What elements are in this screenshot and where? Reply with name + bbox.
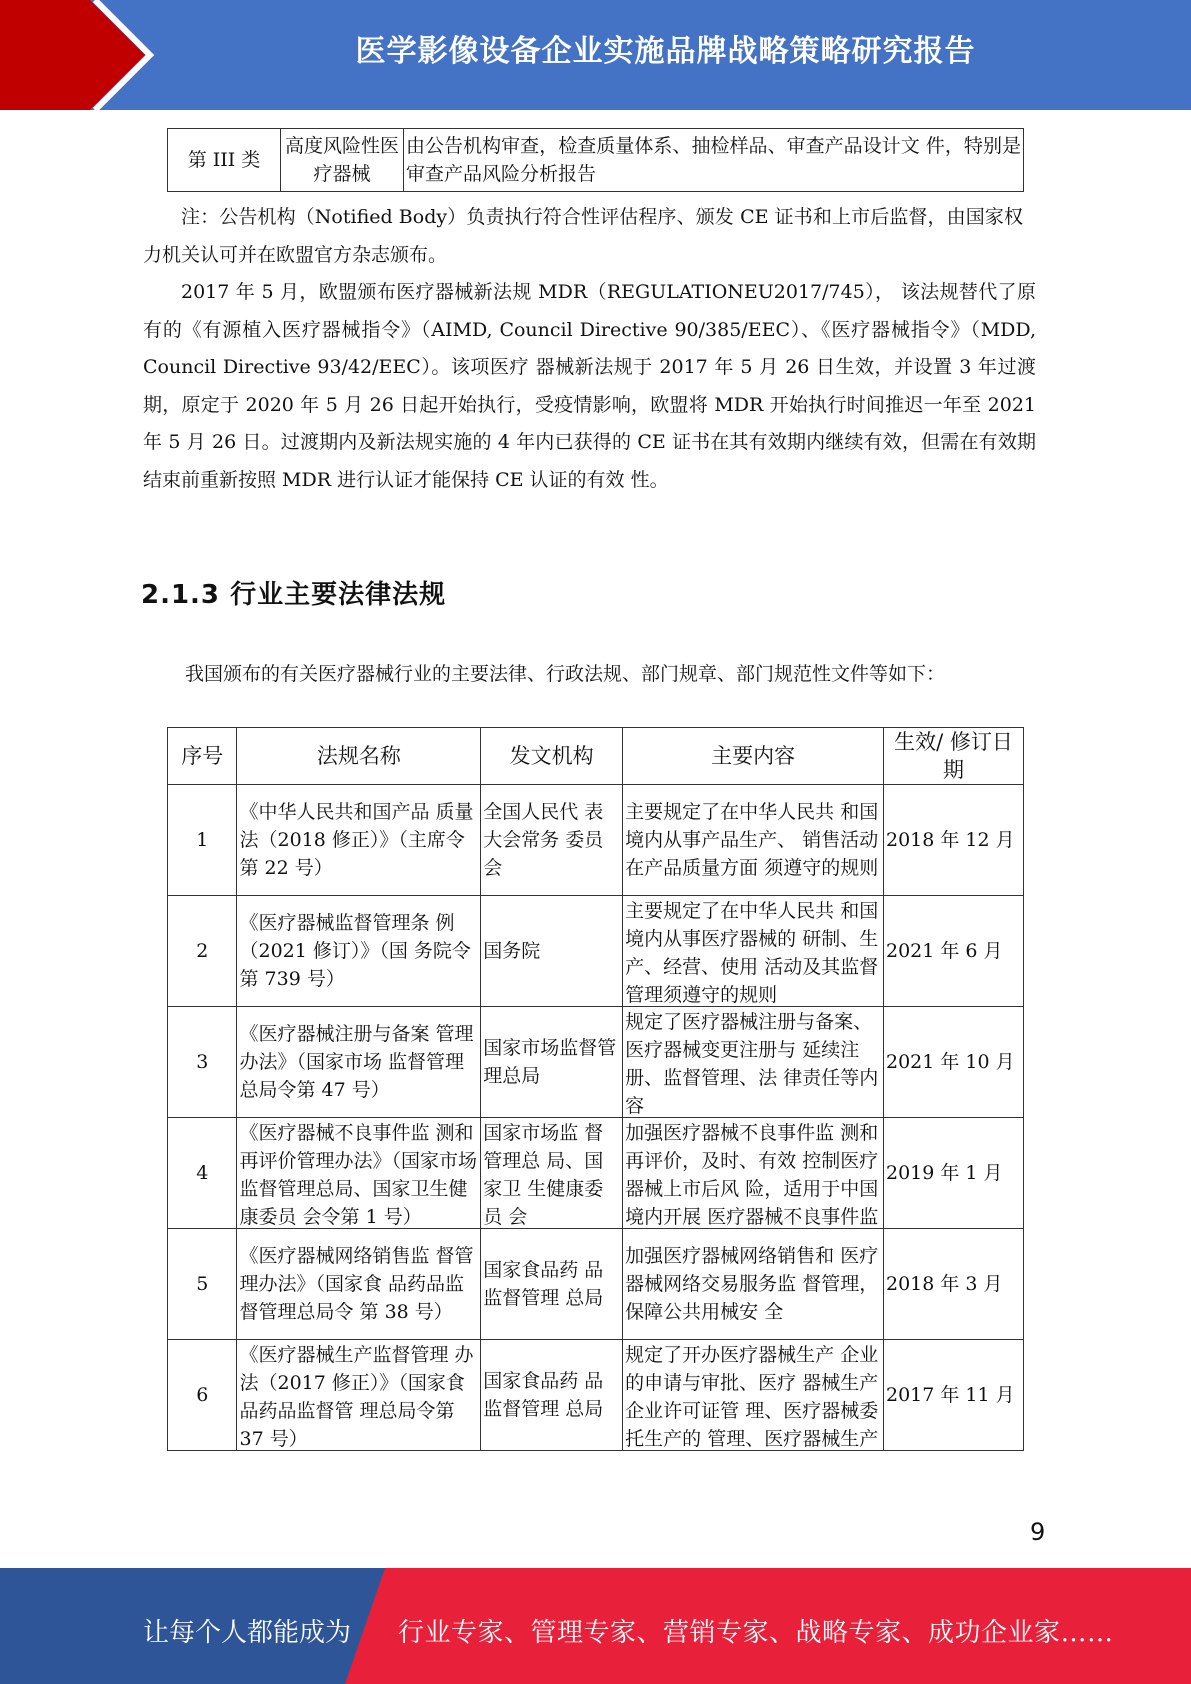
table-row bbox=[168, 785, 1024, 896]
header-org: 发文机构 bbox=[481, 728, 623, 785]
law-org: 国家市场监督管理总局 bbox=[483, 1037, 617, 1087]
row-no: 5 bbox=[168, 1229, 237, 1340]
footer-slogan-right: 行业专家、管理专家、营销专家、战略专家、成功企业家…… bbox=[398, 1618, 1114, 1648]
device-class-table bbox=[167, 128, 1024, 192]
table-row bbox=[168, 129, 1024, 192]
law-content: 加强医疗器械网络销售和 医疗器械网络交易服务监 督管理，保障公共用械安 全 bbox=[625, 1245, 879, 1323]
header-no: 序号 bbox=[168, 728, 237, 785]
row-no: 4 bbox=[168, 1118, 237, 1229]
law-name: 《医疗器械不良事件监 测和再评价管理办法》（国家市场监督管理总局、国家卫生健康委员 会令第 1 号） bbox=[239, 1122, 477, 1227]
header-name: 法规名称 bbox=[237, 728, 481, 785]
page-footer bbox=[0, 1568, 1191, 1684]
row-no: 6 bbox=[168, 1340, 237, 1451]
class-requirement: 由公告机构审查，检查质量体系、抽检样品、审查产品设计文 件，特别是审查产品风险分析报告 bbox=[404, 129, 1024, 192]
law-org: 国家食品药 品监督管理 总局 bbox=[483, 1259, 604, 1309]
table-row bbox=[168, 1340, 1024, 1451]
law-name: 《中华人民共和国产品 质量法（2018 修正）》（主席令第 22 号） bbox=[239, 801, 474, 879]
page-header bbox=[0, 0, 1191, 110]
class-risk: 高度风险性医疗器械 bbox=[281, 129, 404, 192]
law-org: 国家食品药 品监督管理 总局 bbox=[483, 1370, 604, 1420]
table-row bbox=[168, 1118, 1024, 1229]
table-row bbox=[168, 1007, 1024, 1118]
footer-slogan-left: 让每个人都能成为 bbox=[143, 1618, 352, 1648]
mdr-paragraph: 2017 年 5 月，欧盟颁布医疗器械新法规 MDR（REGULATIONEU2017/745）， 该法规替代了原有的《有源植入医疗器械指令》（AIMD, Council Directive 90/385/EEC）、《医疗器械指令》（MDD, Council Directive 93/42/EEC）。该项医疗 器械新法规于 2017 年 5 月 26 日生效，并设置 3 年过渡期，原定于 2020 年 5 月 26 日起开始执行，受疫情影响，欧盟将 MDR 开始执行时间推迟一年至 2021 年 5 月 26 日。过渡期内及新法规实施的 4 年内已获得的 CE 证书在其有效期内继续有效，但需在有效期结束前重新按照 MDR 进行认证才能保持 CE 认证的有效 性。 bbox=[143, 281, 1036, 491]
table-row bbox=[168, 1229, 1024, 1340]
law-table bbox=[167, 727, 1024, 1451]
law-org: 国家市场监 督管理总 局、国家卫 生健康委员 会 bbox=[483, 1122, 604, 1227]
row-no: 1 bbox=[168, 785, 237, 896]
table-header-row bbox=[168, 728, 1024, 785]
law-date: 2021 年 6 月 bbox=[884, 896, 1024, 1007]
law-date: 2017 年 11 月 bbox=[884, 1340, 1024, 1451]
law-date: 2018 年 3 月 bbox=[884, 1229, 1024, 1340]
row-no: 3 bbox=[168, 1007, 237, 1118]
law-date: 2018 年 12 月 bbox=[884, 785, 1024, 896]
law-content: 主要规定了在中华人民共 和国境内从事产品生产、 销售活动在产品质量方面 须遵守的规则 bbox=[625, 801, 879, 879]
law-content: 加强医疗器械不良事件监 测和再评价，及时、有效 控制医疗器械上市后风 险，适用于中国境内开展 医疗器械不良事件监 bbox=[625, 1122, 879, 1227]
law-date: 2021 年 10 月 bbox=[884, 1007, 1024, 1118]
class-category: 第 III 类 bbox=[168, 129, 281, 192]
intro-paragraph: 我国颁布的有关医疗器械行业的主要法律、行政法规、部门规章、部门规范性文件等如下： bbox=[185, 663, 946, 685]
header-content: 主要内容 bbox=[623, 728, 884, 785]
law-content: 主要规定了在中华人民共 和国境内从事医疗器械的 研制、生产、经营、使用 活动及其监督管理须遵守的规则 bbox=[625, 900, 879, 1005]
law-name: 《医疗器械监督管理条 例（2021 修订）》（国 务院令第 739 号） bbox=[239, 912, 471, 990]
row-no: 2 bbox=[168, 896, 237, 1007]
law-name: 《医疗器械网络销售监 督管理办法》（国家食 品药品监督管理总局令 第 38 号） bbox=[239, 1245, 474, 1323]
report-title: 医学影像设备企业实施品牌战略策略研究报告 bbox=[355, 34, 976, 69]
page-number: 9 bbox=[1030, 1518, 1046, 1546]
law-name: 《医疗器械注册与备案 管理办法》（国家市场 监督管理总局令第 47 号） bbox=[239, 1023, 474, 1101]
note-paragraph: 注：公告机构（Notified Body）负责执行符合性评估程序、颁发 CE 证书和上市后监督，由国家权力机关认可并在欧盟官方杂志颁布。 bbox=[143, 206, 1023, 266]
section-heading: 2.1.3 行业主要法律法规 bbox=[141, 580, 447, 610]
law-content: 规定了开办医疗器械生产 企业的申请与审批、医疗 器械生产企业许可证管 理、医疗器械委托生产的 管理、医疗器械生产 bbox=[625, 1344, 879, 1449]
law-date: 2019 年 1 月 bbox=[884, 1118, 1024, 1229]
law-name: 《医疗器械生产监督管理 办法（2017 修正）》（国家食品药品监督管 理总局令第 37 号） bbox=[239, 1344, 474, 1449]
law-content: 规定了医疗器械注册与备案、医疗器械变更注册与 延续注册、监督管理、法 律责任等内容 bbox=[625, 1011, 879, 1116]
table-row bbox=[168, 896, 1024, 1007]
law-org: 国务院 bbox=[483, 940, 541, 962]
law-org: 全国人民代 表大会常务 委员会 bbox=[483, 801, 604, 879]
header-date: 生效/ 修订日期 bbox=[884, 728, 1024, 785]
